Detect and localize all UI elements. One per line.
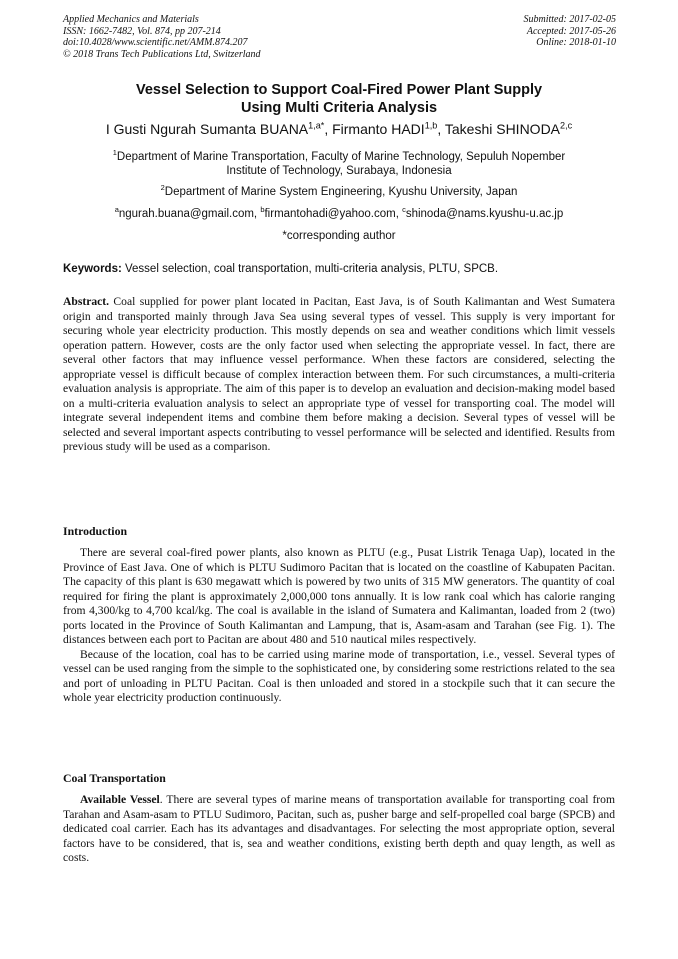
copyright-line: © 2018 Trans Tech Publications Ltd, Switzerland	[63, 48, 261, 60]
email-c[interactable]: shinoda@nams.kyushu-u.ac.jp	[405, 208, 564, 220]
doi-line[interactable]: doi:10.4028/www.scientific.net/AMM.874.207	[63, 37, 248, 48]
introduction-body	[63, 546, 615, 706]
keywords	[63, 262, 615, 276]
coal-transportation-text: . There are several types of marine means of transportation available for transporting coal from Tarahan and Asam-asam to PTLU Sudimoro, Pacitan, such as, pusher barge and self-propelled coal barge (SPCB) and dedicated coal carrier. Each has its advantages and disadvantages. For selecting the most appropriate option, several factors have to be considered, that is, sea and weather conditions, existing berth depth and quay length, as well as costs.	[63, 793, 615, 864]
introduction-heading: Introduction	[63, 524, 128, 538]
author-2: , Firmanto HADI	[324, 121, 425, 137]
keywords-text: Vessel selection, coal transportation, multi-criteria analysis, PLTU, SPCB.	[121, 263, 499, 275]
author-1-sup: 1,a*	[308, 120, 325, 131]
affiliation-2-sup: 2	[160, 183, 165, 193]
coal-transportation-heading: Coal Transportation	[63, 771, 166, 785]
online-date: Online: 2018-01-10	[536, 37, 616, 48]
email-a-sup: a	[114, 205, 119, 215]
author-3: , Takeshi SHINODA	[437, 121, 561, 137]
submitted-date: Submitted: 2017-02-05	[523, 14, 616, 25]
affiliation-2-text: Department of Marine System Engineering, Kyushu University, Japan	[164, 186, 518, 198]
affiliation-1-sup: 1	[112, 148, 117, 158]
email-c-sup: c	[402, 205, 406, 215]
affiliation-1-line-2: Institute of Technology, Surabaya, Indonesia	[226, 165, 452, 177]
corresponding-author-note: *corresponding author	[282, 230, 396, 242]
paper-title	[63, 81, 615, 117]
affiliation-2	[63, 185, 615, 199]
author-3-sup: 2,c	[560, 120, 573, 131]
title-line-2: Using Multi Criteria Analysis	[240, 100, 438, 116]
author-list	[40, 121, 638, 138]
publication-dates	[524, 14, 617, 49]
journal-name: Applied Mechanics and Materials	[63, 14, 199, 25]
introduction-paragraph-2: Because of the location, coal has to be carried using marine mode of transportation, i.e., vessel. Several types of vessel can be used ranging from the simple to the sophisticated one, by considering some restrictions related to the sea and port of unloading in PLTU Pacitan. Coal is then unloaded and stored in a stockpile such that it can secure the whole year electricity production continuously.	[63, 647, 615, 704]
issn-line: ISSN: 1662-7482, Vol. 874, pp 207-214	[63, 25, 221, 37]
abstract	[63, 295, 615, 455]
abstract-label: Abstract.	[63, 295, 110, 308]
introduction-paragraph-1: There are several coal-fired power plants, also known as PLTU (e.g., Pusat Listrik Tenaga Uap), located in the Province of East Java. One of which is PLTU Sudimoro Pacitan that is located on the coastline of Kabupaten Pacitan. The capacity of this plant is 630 megawatt which is powered by two units of 315 MW generators. The quantity of coal required for firing the plant is approximately 2,000,000 tons annually. It is low rank coal which has calorie ranging from 4,300/kg to 4,700 kcal/kg. The coal is available in the island of Sumatera and Kalimantan, loaded from 2 (two) ports located in the Province of South Kalimantan and Lampung, that is, Asam-asam and Tarahan (see Fig. 1). The distances between each port to Pacitan are about 480 and 510 nautical miles respectively.	[63, 546, 615, 646]
email-b-sup: b	[260, 205, 265, 215]
author-2-sup: 1,b	[424, 120, 438, 131]
abstract-text: Coal supplied for power plant located in Pacitan, East Java, is of South Kalimantan and West Sumatera origin and transported mainly through Java Sea using several types of vessel. This supply is very important for securing whole year electricity production. This mostly depends on sea and weather conditions which limit vessels operation pattern. However, costs are the only factor used when selecting the appropriate vessel. In fact, there are several other factors that may influence vessel performance. When these factors are considered, selecting the appropriate vessel is difficult because of complex interaction between them. For such circumstances, a multi-criteria evaluation analysis is appropriate. The aim of this paper is to develop an evaluation and decision-making model based on a multi-criteria evaluation analysis to select an appropriate type of vessel for transporting coal. The model will integrate several independent items and combine them before making a decision. Several types of vessel will be selected and several important aspects contributing to vessel performance will be selected and identified. Results from previous study will be used as a comparison.	[63, 295, 615, 453]
email-line	[63, 207, 615, 221]
journal-info	[63, 14, 261, 60]
available-vessel-lead: Available Vessel	[80, 793, 160, 806]
keywords-label: Keywords:	[63, 263, 122, 275]
email-a[interactable]: ngurah.buana@gmail.com,	[118, 208, 261, 220]
accepted-date: Accepted: 2017-05-26	[526, 25, 616, 37]
email-b[interactable]: firmantohadi@yahoo.com,	[264, 208, 403, 220]
title-line-1: Vessel Selection to Support Coal-Fired Power Plant Supply	[135, 82, 543, 98]
affiliation-1	[63, 150, 615, 178]
affiliation-1-line-1: Department of Marine Transportation, Faculty of Marine Technology, Sepuluh Nopember	[116, 151, 566, 163]
coal-transportation-body	[63, 793, 615, 866]
author-1: I Gusti Ngurah Sumanta BUANA	[105, 121, 309, 137]
